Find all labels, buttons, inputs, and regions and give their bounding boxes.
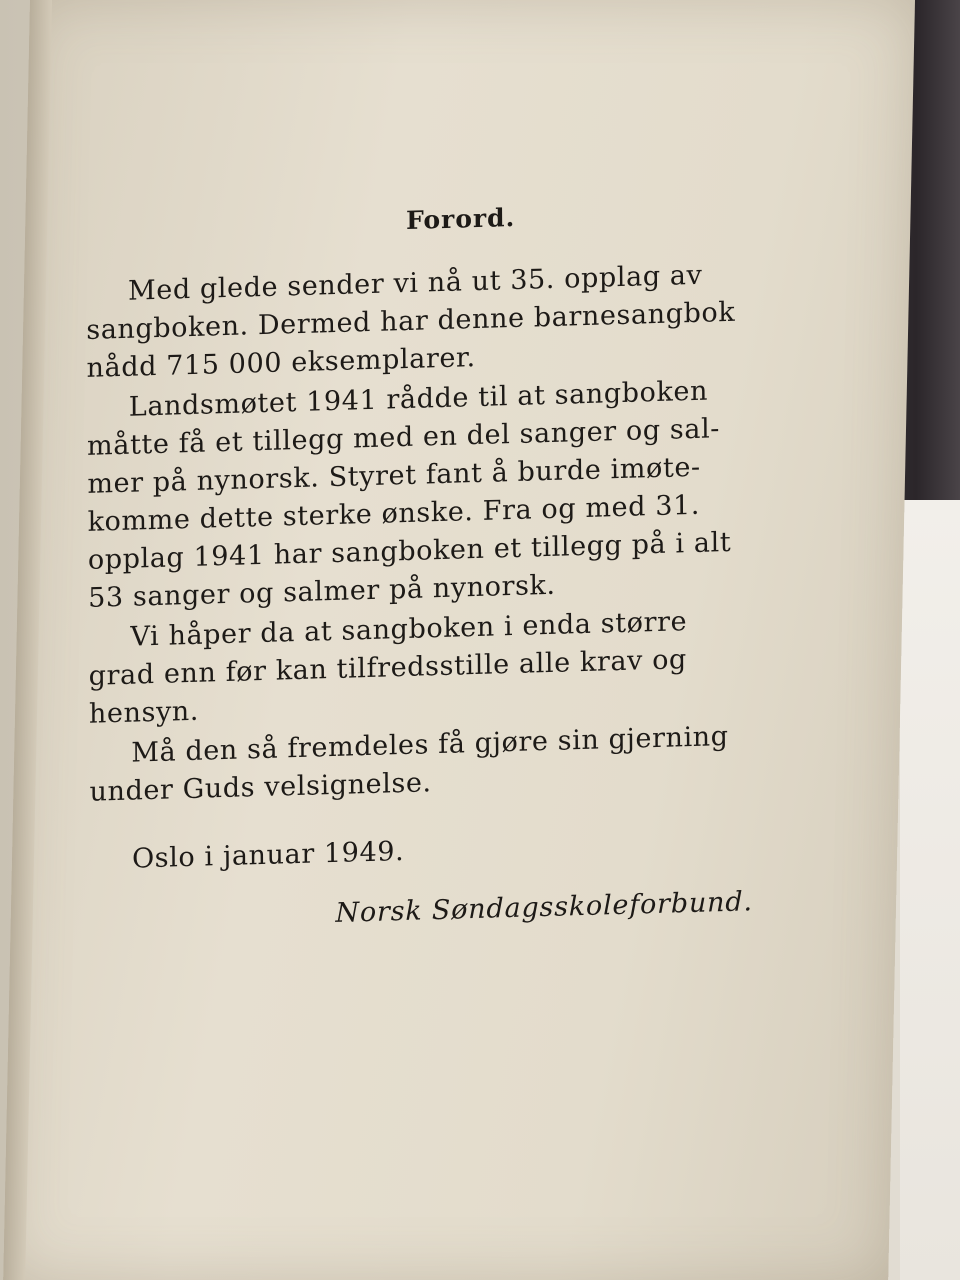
text-line: opplag 1941 har sangboken et tillegg på i alt [87, 526, 732, 576]
text-line: komme dette sterke ønske. Fra og med 31. [87, 489, 701, 538]
text-line: 53 sanger og salmer på nynorsk. [88, 569, 556, 614]
text-line: hensyn. [88, 695, 200, 730]
text-line: nådd 715 000 eksemplarer. [86, 342, 476, 384]
book-page [3, 0, 915, 1280]
text-line: måtte få et tillegg med en del sanger og sal- [87, 413, 721, 462]
text-line: Med glede sender vi nå ut 35. opplag av [127, 259, 703, 307]
paragraph [86, 254, 807, 388]
text-line: mer på nynorsk. Styret fant å burde imøte- [87, 451, 701, 500]
signature: Norsk Søndagsskoleforbund. [335, 886, 753, 929]
page-title: Forord. [405, 203, 516, 236]
page-text [85, 195, 810, 940]
text-line: grad enn før kan tilfredsstille alle krav og [88, 644, 687, 692]
paragraph [88, 600, 809, 734]
text-line: Vi håper da at sangboken i enda større [130, 606, 688, 653]
paragraph [87, 370, 809, 618]
place-and-date: Oslo i januar 1949. [131, 835, 405, 875]
text-line: Landsmøtet 1941 rådde til at sangboken [128, 375, 709, 423]
text-line: under Guds velsignelse. [89, 767, 432, 808]
table-surface [900, 500, 960, 1280]
text-line: sangboken. Dermed har denne barnesangbok [86, 296, 736, 346]
text-line: Må den så fremdeles få gjøre sin gjerning [131, 720, 729, 769]
